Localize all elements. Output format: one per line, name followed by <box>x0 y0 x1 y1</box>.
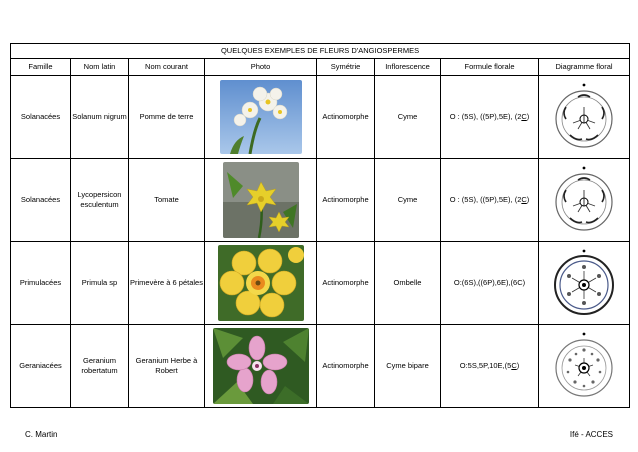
symetrie-cell: Actinomorphe <box>317 159 375 242</box>
symetrie-cell: Actinomorphe <box>317 242 375 325</box>
formule-cell <box>441 242 539 325</box>
floral-diagram-5-merous <box>552 164 616 236</box>
symetrie-cell: Actinomorphe <box>317 325 375 408</box>
diagramme-cell <box>539 242 630 325</box>
famille-cell: Primulacées <box>11 242 71 325</box>
pink-geranium-flower-photo <box>213 328 309 404</box>
formule-underlined: C <box>521 194 527 204</box>
formule-suffix: ) <box>516 360 520 370</box>
table-row <box>11 242 630 325</box>
formule-text: O:5S,5P,10E,(5 <box>459 360 512 370</box>
symetrie-cell: Actinomorphe <box>317 76 375 159</box>
photo-cell <box>205 159 317 242</box>
famille-cell: Solanacées <box>11 76 71 159</box>
photo-cell <box>205 242 317 325</box>
formule-cell <box>441 159 539 242</box>
formule-text: O:(6S),((6P),6E),(6C) <box>453 277 526 287</box>
floral-diagram-geranium <box>552 330 616 402</box>
photo-cell <box>205 325 317 408</box>
inflorescence-cell: Cyme <box>375 76 441 159</box>
formule-text: O : (5S), ((5P),5E), (2 <box>449 194 522 204</box>
formule-suffix: ) <box>526 194 530 204</box>
nom-latin-cell: Primula sp <box>71 242 129 325</box>
formule-underlined: C <box>511 360 517 370</box>
photo-cell <box>205 76 317 159</box>
formule-cell <box>441 325 539 408</box>
col-inflorescence: Inflorescence <box>375 59 441 76</box>
floral-diagram-6-merous <box>552 247 616 319</box>
diagramme-cell <box>539 159 630 242</box>
col-symetrie: Symétrie <box>317 59 375 76</box>
diagramme-cell <box>539 76 630 159</box>
nom-courant-cell: Geranium Herbe à Robert <box>129 325 205 408</box>
col-photo: Photo <box>205 59 317 76</box>
floral-diagram-5-merous <box>552 81 616 153</box>
nom-courant-cell: Tomate <box>129 159 205 242</box>
col-formule: Formule florale <box>441 59 539 76</box>
nom-courant-cell: Primevère à 6 pétales <box>129 242 205 325</box>
nom-courant-cell: Pomme de terre <box>129 76 205 159</box>
diagramme-cell <box>539 325 630 408</box>
table-row <box>11 159 630 242</box>
formule-underlined: C <box>521 111 527 121</box>
table-row <box>11 76 630 159</box>
col-famille: Famille <box>11 59 71 76</box>
formule-text: O : (5S), ((5P),5E), (2 <box>449 111 522 121</box>
footer-author: C. Martin <box>25 430 58 439</box>
header-row <box>11 59 630 76</box>
formule-cell <box>441 76 539 159</box>
col-diagramme: Diagramme floral <box>539 59 630 76</box>
col-nom-latin: Nom latin <box>71 59 129 76</box>
white-solanum-flower-photo <box>220 80 302 154</box>
angiosperm-table <box>10 43 630 408</box>
famille-cell: Geraniacées <box>11 325 71 408</box>
nom-latin-cell: Geranium robertatum <box>71 325 129 408</box>
footer-source: Ifé - ACCES <box>569 430 613 439</box>
table-row <box>11 325 630 408</box>
formule-suffix: ) <box>526 111 530 121</box>
nom-latin-cell: Solanum nigrum <box>71 76 129 159</box>
famille-cell: Solanacées <box>11 159 71 242</box>
col-nom-courant: Nom courant <box>129 59 205 76</box>
nom-latin-cell: Lycopersicon esculentum <box>71 159 129 242</box>
yellow-primrose-photo <box>218 245 304 321</box>
yellow-tomato-flower-photo <box>223 162 299 238</box>
inflorescence-cell: Cyme bipare <box>375 325 441 408</box>
table-title: QUELQUES EXEMPLES DE FLEURS D'ANGIOSPERMES <box>11 44 630 59</box>
inflorescence-cell: Ombelle <box>375 242 441 325</box>
inflorescence-cell: Cyme <box>375 159 441 242</box>
